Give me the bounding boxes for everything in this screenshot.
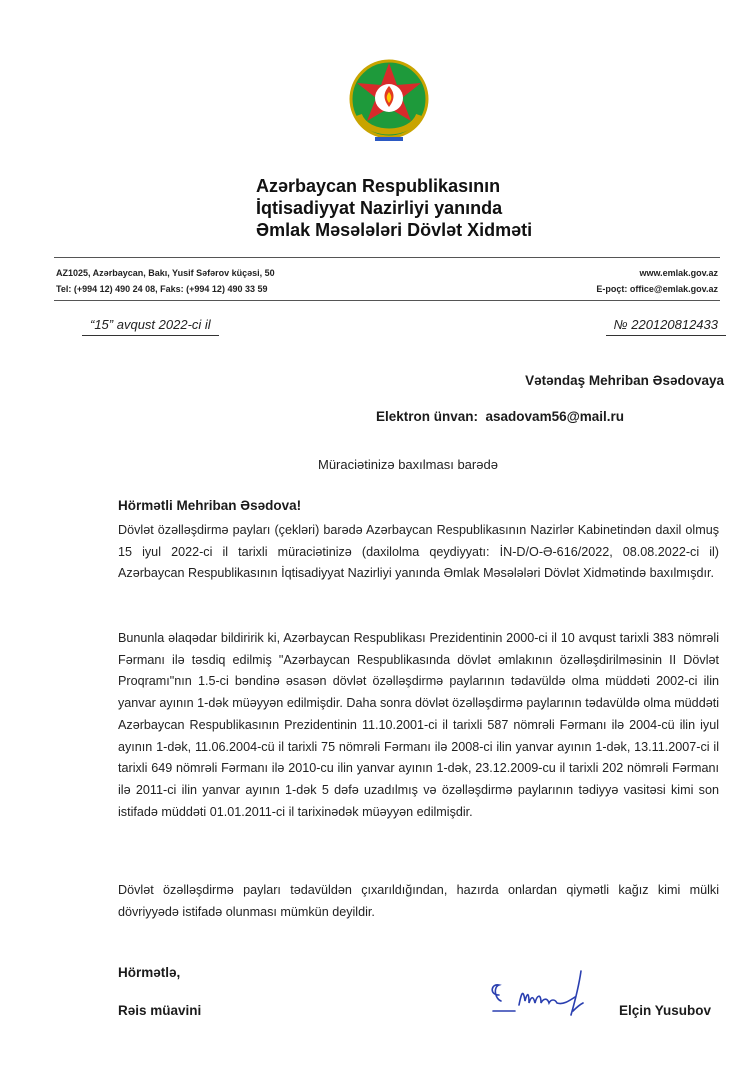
date-underline (82, 335, 219, 336)
contact-left (56, 265, 275, 297)
date-text: “15” avqust 2022-ci il (90, 317, 211, 332)
recipient-email-line (376, 409, 624, 424)
number-text: № 220120812433 (613, 317, 718, 332)
email-value[interactable]: asadovam56@mail.ru (485, 409, 625, 424)
signatory-position: Rəis müavini (118, 1003, 202, 1018)
org-line-1: Azərbaycan Respublikasının (256, 176, 501, 196)
website[interactable]: www.emlak.gov.az (639, 268, 718, 278)
paragraph-3-text: Dövlət özəlləşdirmə payları tədavüldən çıxarıldığından, hazırda onlardan qiymətli kağız kimi mülki dövriyyədə istifadə olunması mümkün deyildir. (118, 883, 719, 919)
header-divider-bottom (54, 300, 720, 301)
paragraph-1-text: Dövlət özəlləşdirmə payları (çekləri) barədə Azərbaycan Respublikasının Nazirlər Kabinetindən daxil olmuş 15 iyul 2022-ci il tarixli müraciətinizə (daxilolma qeydiyyatı: İN-D/O-Ə-616/2022, 08.08.2022-ci il) Azərbaycan Respublikasının İqtisadiyyat Nazirliyi yanında Əmlak Məsələləri Dövlət Xidmətində baxılmışdır. (118, 523, 719, 581)
contact-right (596, 265, 718, 297)
subject-line: Müraciətinizə baxılması barədə (318, 457, 498, 472)
paragraph-3 (118, 880, 719, 923)
paragraph-1 (118, 520, 719, 585)
letter-date (90, 317, 211, 332)
phone-fax: Tel: (+994 12) 490 24 08, Faks: (+994 12) 490 33 59 (56, 284, 268, 294)
number-underline (606, 335, 726, 336)
letter-number (614, 317, 718, 332)
email-label: Elektron ünvan: (376, 409, 479, 424)
address: AZ1025, Azərbaycan, Bakı, Yusif Səfərov küçəsi, 50 (56, 268, 275, 278)
recipient-name: Vətəndaş Mehriban Əsədovaya (525, 373, 724, 388)
handwritten-signature (485, 965, 605, 1025)
paragraph-2-text: Bununla əlaqədar bildiririk ki, Azərbaycan Respublikası Prezidentinin 2000-ci il 10 avqust tarixli 383 nömrəli Fərmanı ilə təsdiq edilmiş "Azərbaycan Respublikasında dövlət əmlakının özəlləşdirilməsinin II Dövlət Proqramı"nın 1.5-ci bəndinə əsasən dövlət özəlləşdirmə paylarının tədavüldə olma müddəti 2002-ci ilin yanvar ayının 1-dək müəyyən edilmişdir. Daha sonra dövlət özəlləşdirmə paylarının tədavüldə olma müddəti Azərbaycan Respublikasının Prezidentinin 11.10.2001-ci il tarixli 587 nömrəli Fərmanı ilə 2004-cü ilin iyul ayının 1-dək, 11.06.2004-cü il tarixli 75 nömrəli Fərmanı ilə 2008-ci ilin yanvar ayının 1-dək, 13.11.2007-ci il tarixli 649 nömrəli Fərmanı ilə 2010-cu ilin yanvar ayının 1-dək, 23.12.2009-cu il tarixli 202 nömrəli Fərmanı ilə 2011-ci ilin yanvar ayının 1-dək 5 dəfə uzadılmış və özəlləşdirmə paylarının tədiyyə vasitəsi kimi son istifadə müddəti 01.01.2011-ci il tarixinədək müəyyən edilmişdir. (118, 631, 719, 819)
signatory-name: Elçin Yusubov (619, 1003, 712, 1018)
org-line-3: Əmlak Məsələləri Dövlət Xidməti (256, 220, 533, 240)
header-divider-top (54, 257, 720, 258)
azerbaijan-state-emblem-icon (345, 55, 433, 147)
paragraph-2 (118, 628, 719, 823)
org-line-2: İqtisadiyyat Nazirliyi yanında (256, 198, 503, 218)
office-email[interactable]: E-poçt: office@emlak.gov.az (596, 284, 718, 294)
greeting: Hörmətli Mehriban Əsədova! (118, 498, 302, 513)
closing: Hörmətlə, (118, 965, 181, 980)
organization-name (256, 175, 532, 241)
